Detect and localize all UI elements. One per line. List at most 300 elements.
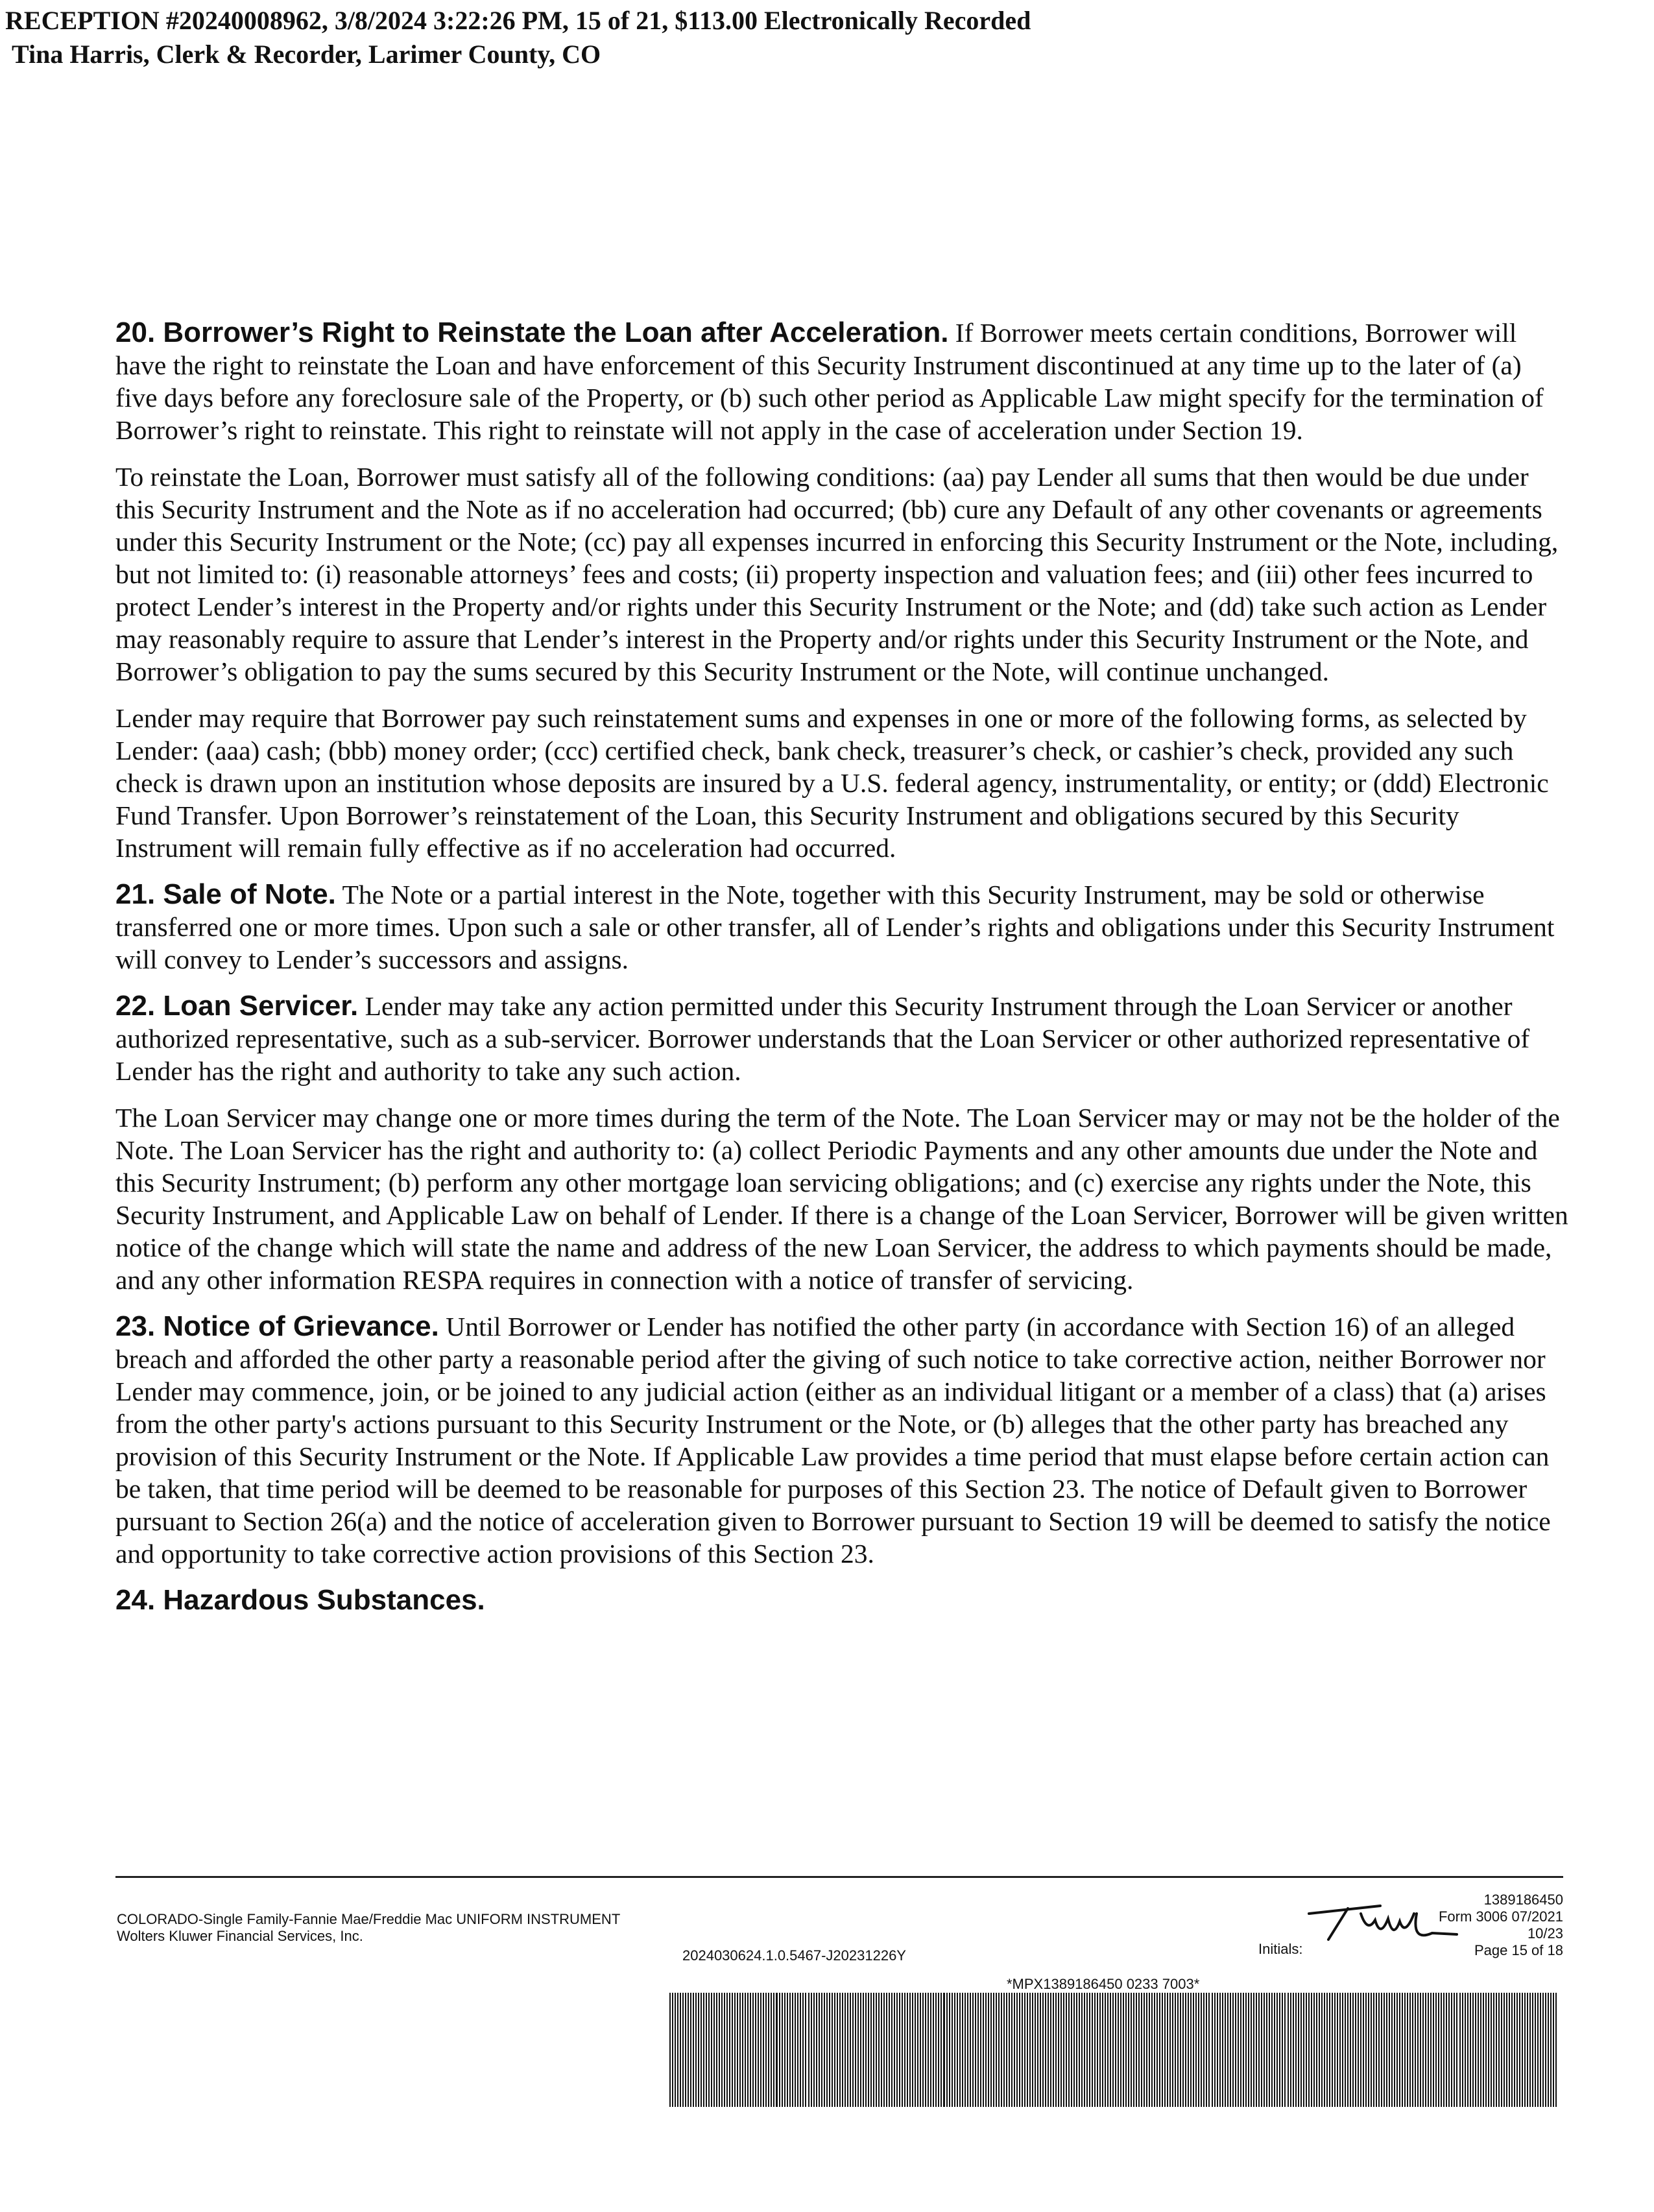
barcode-bar — [1269, 1993, 1270, 2107]
barcode-bar — [1076, 1993, 1077, 2107]
barcode-bar — [1446, 1993, 1447, 2107]
barcode-bar — [688, 1993, 689, 2107]
barcode-bar — [1402, 1993, 1403, 2107]
barcode-bar — [816, 1993, 817, 2107]
barcode-bar — [852, 1993, 854, 2107]
barcode-bar — [925, 1993, 926, 2107]
barcode-bar — [685, 1993, 686, 2107]
section-22-text-1: Lender may take any action permitted under this Security Instrument through the Loan Servicer or another authorized representative, such as a sub-servicer. Borrower understands that the Loan Servicer or other authorized representative of Lender has the right and authority to take any such action. — [115, 991, 1530, 1086]
document-body — [115, 317, 1568, 1617]
barcode-bar — [1337, 1993, 1338, 2107]
section-22-para-1 — [115, 990, 1568, 1087]
barcode-bar — [1258, 1993, 1260, 2107]
section-22-heading: 22. Loan Servicer. — [115, 990, 359, 1022]
barcode-bar — [912, 1993, 913, 2107]
barcode-bar — [669, 1993, 671, 2107]
section-20-para-1 — [115, 317, 1568, 446]
barcode-bar — [868, 1993, 869, 2107]
barcode-bar — [1214, 1993, 1216, 2107]
barcode-bar — [811, 1993, 812, 2107]
section-20-heading: 20. Borrower’s Right to Reinstate the Loan after Acceleration. — [115, 317, 949, 348]
barcode-bar — [1342, 1993, 1343, 2107]
barcode-bar — [713, 1993, 715, 2107]
barcode-bar — [1115, 1993, 1116, 2107]
page-number: Page 15 of 18 — [1474, 1942, 1563, 1958]
barcode-bar — [1177, 1993, 1179, 2107]
barcode-bar — [1016, 1993, 1018, 2107]
barcode-bar — [1219, 1993, 1221, 2107]
barcode-bar — [1274, 1993, 1275, 2107]
barcode — [669, 1993, 1563, 2107]
barcode-bar — [1420, 1993, 1421, 2107]
barcode-bar — [1303, 1993, 1304, 2107]
barcode-bar — [701, 1993, 702, 2107]
barcode-bar — [907, 1993, 908, 2107]
barcode-bar — [1045, 1993, 1046, 2107]
barcode-bar — [1240, 1993, 1241, 2107]
barcode-bar — [1428, 1993, 1429, 2107]
barcode-bar — [938, 1993, 939, 2107]
barcode-bar — [1371, 1993, 1372, 2107]
barcode-bar — [1208, 1993, 1210, 2107]
barcode-bar — [1433, 1993, 1434, 2107]
barcode-bar — [680, 1993, 681, 2107]
barcode-bar — [1363, 1993, 1364, 2107]
barcode-bar — [842, 1993, 843, 2107]
barcode-bar — [915, 1993, 916, 2107]
barcode-bar — [1159, 1993, 1160, 2107]
barcode-bar — [904, 1993, 905, 2107]
barcode-bar — [1485, 1993, 1487, 2107]
barcode-bar — [1001, 1993, 1002, 2107]
barcode-bar — [792, 1993, 793, 2107]
barcode-bar — [990, 1993, 992, 2107]
barcode-bar — [771, 1993, 772, 2107]
barcode-bar — [894, 1993, 895, 2107]
barcode-bar — [962, 1993, 963, 2107]
barcode-bar — [1066, 1993, 1067, 2107]
barcode-bar — [1128, 1993, 1129, 2107]
barcode-bar — [1284, 1993, 1286, 2107]
barcode-bar — [1195, 1993, 1197, 2107]
barcode-bar — [935, 1993, 937, 2107]
barcode-bar — [1409, 1993, 1411, 2107]
barcode-bar — [1306, 1993, 1307, 2107]
barcode-bar — [1162, 1993, 1163, 2107]
section-20-para-2: To reinstate the Loan, Borrower must satisfy all of the following conditions: (aa) pay Lender all sums that then would be due under this Security Instrument and the Note as if no acceleration had occurred; (bb) cure any Default of any other covenants or agreements under this Security Instrument or the Note; (cc) pay all expenses incurred in enforcing this Security Instrument or the Note, including, but not limited to: (i) reasonable attorneys’ fees and costs; (ii) property inspection and valuation fees; and (iii) other fees incurred to protect Lender’s interest in the Property and/or rights under this Security Instrument or the Note; and (dd) take such action as Lender may reasonably require to assure that Lender’s interest in the Property and/or rights under this Security Instrument or the Note, and Borrower’s obligation to pay the sums secured by this Security Instrument or the Note, will continue unchanged. — [115, 462, 1559, 686]
barcode-bar — [1339, 1993, 1341, 2107]
barcode-bar — [675, 1993, 676, 2107]
barcode-bar — [933, 1993, 934, 2107]
barcode-bar — [1506, 1993, 1507, 2107]
barcode-bar — [967, 1993, 968, 2107]
barcode-bar — [941, 1993, 942, 2107]
barcode-bar — [787, 1993, 788, 2107]
barcode-bar — [996, 1993, 997, 2107]
barcode-bar — [747, 1993, 749, 2107]
barcode-bar — [1097, 1993, 1098, 2107]
barcode-bar — [873, 1993, 874, 2107]
barcode-bar — [1470, 1993, 1471, 2107]
barcode-bar — [1451, 1993, 1452, 2107]
barcode-bar — [946, 1993, 948, 2107]
barcode-bar — [776, 1993, 778, 2107]
barcode-bar — [795, 1993, 796, 2107]
barcode-bar — [1368, 1993, 1369, 2107]
barcode-bar — [1081, 1993, 1083, 2107]
barcode-bar — [1545, 1993, 1546, 2107]
barcode-bar — [708, 1993, 710, 2107]
form-title: COLORADO-Single Family-Fannie Mae/Freddie Mac UNIFORM INSTRUMENT — [117, 1911, 621, 1927]
barcode-bar — [993, 1993, 994, 2107]
barcode-bar — [1107, 1993, 1109, 2107]
barcode-bar — [949, 1993, 950, 2107]
barcode-bar — [1529, 1993, 1531, 2107]
barcode-bar — [876, 1993, 877, 2107]
barcode-bar — [682, 1993, 684, 2107]
barcode-bar — [1553, 1993, 1554, 2107]
barcode-bar — [1293, 1993, 1294, 2107]
barcode-bar — [886, 1993, 887, 2107]
barcode-bar — [1435, 1993, 1437, 2107]
barcode-bar — [1347, 1993, 1348, 2107]
barcode-bar — [1172, 1993, 1173, 2107]
barcode-bar — [1198, 1993, 1199, 2107]
barcode-bar — [1167, 1993, 1168, 2107]
section-24-heading: 24. Hazardous Substances. — [115, 1584, 485, 1616]
clerk-line: Tina Harris, Clerk & Recorder, Larimer County, CO — [12, 40, 601, 69]
barcode-bar — [1298, 1993, 1299, 2107]
barcode-bar — [1532, 1993, 1533, 2107]
barcode-bar — [1042, 1993, 1044, 2107]
barcode-bar — [1144, 1993, 1145, 2107]
barcode-bar — [1058, 1993, 1059, 2107]
barcode-bar — [1360, 1993, 1361, 2107]
barcode-bar — [860, 1993, 861, 2107]
barcode-bar — [845, 1993, 846, 2107]
barcode-bar — [1443, 1993, 1444, 2107]
barcode-bar — [975, 1993, 976, 2107]
barcode-bar — [920, 1993, 921, 2107]
barcode-text: *MPX1389186450 0233 7003* — [1007, 1976, 1200, 1992]
barcode-bar — [1232, 1993, 1234, 2107]
form-number: Form 3006 07/2021 — [1438, 1908, 1563, 1925]
barcode-bar — [863, 1993, 864, 2107]
barcode-bar — [1141, 1993, 1142, 2107]
barcode-bar — [998, 1993, 1000, 2107]
section-21-para-1 — [115, 878, 1568, 976]
barcode-bar — [752, 1993, 754, 2107]
barcode-bar — [1430, 1993, 1432, 2107]
section-20-para-3: Lender may require that Borrower pay such reinstatement sums and expenses in one or more of the following forms, as selected by Lender: (aaa) cash; (bbb) money order; (ccc) certified check, bank check, treasurer’s check, or cashier’s check, provided any such check is drawn upon an institution whose deposits are insured by a U.S. federal agency, instrumentality, or entity; or (ddd) Electronic Fund Transfer. Upon Borrower’s reinstatement of the Loan, this Security Instrument and obligations secured by this Security Instrument will remain fully effective as if no acceleration had occurred. — [115, 703, 1549, 863]
barcode-bar — [930, 1993, 931, 2107]
barcode-bar — [1394, 1993, 1395, 2107]
barcode-bar — [1334, 1993, 1336, 2107]
barcode-bar — [1125, 1993, 1127, 2107]
barcode-bar — [1131, 1993, 1132, 2107]
barcode-bar — [1032, 1993, 1033, 2107]
barcode-bar — [1243, 1993, 1244, 2107]
recording-stamp — [5, 4, 1031, 71]
section-22-para-2: The Loan Servicer may change one or more times during the term of the Note. The Loan Servicer may or may not be the holder of the Note. The Loan Servicer has the right and authority to: (a) collect Periodic Payments and any other amounts due under the Note and this Security Instrument; (b) perform any other mortgage loan servicing obligations; and (c) exercise any rights under the Note, this Security Instrument, and Applicable Law on behalf of Lender. If there is a change of the Loan Servicer, Borrower will be given written notice of the change which will state the name and address of the new Loan Servicer, the address to which payments should be made, and any other information RESPA requires in connection with a notice of transfer of servicing. — [115, 1103, 1568, 1295]
barcode-bar — [1480, 1993, 1481, 2107]
barcode-bar — [706, 1993, 707, 2107]
section-21-text-1: The Note or a partial interest in the Note, together with this Security Instrument, may be sold or otherwise transferred one or more times. Upon such a sale or other transfer, all of Lender’s rights and obligations under this Security Instrument will convey to Lender’s successors and assigns. — [115, 880, 1555, 974]
barcode-bar — [1055, 1993, 1057, 2107]
barcode-bar — [850, 1993, 851, 2107]
barcode-bar — [1504, 1993, 1505, 2107]
footer-right — [1439, 1892, 1563, 1959]
barcode-bar — [1133, 1993, 1134, 2107]
barcode-bar — [1099, 1993, 1101, 2107]
barcode-bar — [1235, 1993, 1236, 2107]
barcode-bar — [896, 1993, 898, 2107]
recording-line: RECEPTION #20240008962, 3/8/2024 3:22:26 PM, 15 of 21, $113.00 Electronically Recorded — [5, 6, 1031, 35]
barcode-bar — [1389, 1993, 1390, 2107]
barcode-bar — [983, 1993, 984, 2107]
barcode-bar — [857, 1993, 859, 2107]
barcode-bar — [837, 1993, 838, 2107]
barcode-bar — [1311, 1993, 1312, 2107]
barcode-bar — [1422, 1993, 1424, 2107]
barcode-bar — [1089, 1993, 1090, 2107]
barcode-bar — [1399, 1993, 1400, 2107]
barcode-bar — [729, 1993, 730, 2107]
barcode-bar — [1222, 1993, 1223, 2107]
barcode-bar — [1498, 1993, 1500, 2107]
barcode-bar — [763, 1993, 764, 2107]
barcode-bar — [952, 1993, 953, 2107]
barcode-bar — [1112, 1993, 1114, 2107]
barcode-bar — [1509, 1993, 1510, 2107]
barcode-bar — [1391, 1993, 1393, 2107]
barcode-bar — [1061, 1993, 1062, 2107]
barcode-bar — [1053, 1993, 1054, 2107]
barcode-bar — [726, 1993, 728, 2107]
barcode-bar — [1352, 1993, 1354, 2107]
barcode-bar — [755, 1993, 756, 2107]
barcode-bar — [1384, 1993, 1385, 2107]
barcode-bar — [1006, 1993, 1007, 2107]
section-20-text-1: If Borrower meets certain conditions, Borrower will have the right to reinstate the Loan and have enforcement of this Security Instrument discontinued at any time up to the later of (a) five days before any foreclosure sale of the Property, or (b) such other period as Applicable Law might specify for the termination of Borrower’s right to reinstate. This right to reinstate will not apply in the case of acceleration under Section 19. — [115, 318, 1544, 445]
barcode-bar — [1537, 1993, 1539, 2107]
barcode-bar — [1454, 1993, 1455, 2107]
barcode-bar — [1149, 1993, 1150, 2107]
barcode-bar — [695, 1993, 697, 2107]
barcode-bar — [784, 1993, 785, 2107]
barcode-bar — [1271, 1993, 1273, 2107]
barcode-bar — [1185, 1993, 1186, 2107]
barcode-bar — [693, 1993, 694, 2107]
barcode-bar — [1154, 1993, 1155, 2107]
barcode-bar — [1376, 1993, 1377, 2107]
barcode-bar — [802, 1993, 804, 2107]
barcode-bar — [1332, 1993, 1333, 2107]
footer-left — [117, 1911, 620, 1945]
barcode-bar — [1316, 1993, 1317, 2107]
barcode-bar — [1467, 1993, 1468, 2107]
barcode-bar — [980, 1993, 981, 2107]
barcode-bar — [1261, 1993, 1262, 2107]
barcode-bar — [1313, 1993, 1315, 2107]
barcode-bar — [922, 1993, 924, 2107]
barcode-bar — [1396, 1993, 1398, 2107]
barcode-bar — [1540, 1993, 1541, 2107]
barcode-bar — [703, 1993, 704, 2107]
barcode-bar — [1462, 1993, 1463, 2107]
barcode-bar — [1201, 1993, 1202, 2107]
barcode-bar — [1094, 1993, 1096, 2107]
barcode-bar — [1496, 1993, 1497, 2107]
barcode-bar — [1118, 1993, 1119, 2107]
barcode-bar — [826, 1993, 828, 2107]
barcode-bar — [765, 1993, 767, 2107]
barcode-bar — [928, 1993, 929, 2107]
barcode-bar — [1483, 1993, 1484, 2107]
barcode-bar — [839, 1993, 841, 2107]
barcode-bar — [1011, 1993, 1013, 2107]
barcode-bar — [1073, 1993, 1075, 2107]
barcode-bar — [1417, 1993, 1419, 2107]
barcode-bar — [797, 1993, 798, 2107]
barcode-bar — [1365, 1993, 1367, 2107]
barcode-bar — [1251, 1993, 1252, 2107]
barcode-bar — [1465, 1993, 1466, 2107]
barcode-bar — [970, 1993, 971, 2107]
barcode-bar — [1478, 1993, 1479, 2107]
barcode-bar — [1063, 1993, 1064, 2107]
barcode-bar — [821, 1993, 822, 2107]
barcode-bar — [889, 1993, 890, 2107]
barcode-bar — [1238, 1993, 1239, 2107]
barcode-bar — [1123, 1993, 1124, 2107]
barcode-bar — [1188, 1993, 1189, 2107]
barcode-bar — [745, 1993, 746, 2107]
barcode-bar — [1373, 1993, 1374, 2107]
barcode-bar — [824, 1993, 825, 2107]
barcode-bar — [1527, 1993, 1528, 2107]
barcode-bar — [1326, 1993, 1328, 2107]
barcode-bar — [1459, 1993, 1461, 2107]
barcode-bar — [1245, 1993, 1247, 2107]
barcode-bar — [805, 1993, 806, 2107]
barcode-bar — [1535, 1993, 1536, 2107]
barcode-bar — [1456, 1993, 1457, 2107]
barcode-bar — [1227, 1993, 1229, 2107]
barcode-bar — [1290, 1993, 1291, 2107]
publisher: Wolters Kluwer Financial Services, Inc. — [117, 1928, 363, 1944]
section-23-heading: 23. Notice of Grievance. — [115, 1310, 439, 1342]
barcode-bar — [1217, 1993, 1218, 2107]
barcode-bar — [1037, 1993, 1038, 2107]
barcode-bar — [750, 1993, 751, 2107]
barcode-bar — [1248, 1993, 1249, 2107]
barcode-bar — [724, 1993, 725, 2107]
barcode-bar — [1519, 1993, 1520, 2107]
barcode-bar — [737, 1993, 738, 2107]
barcode-bar — [878, 1993, 880, 2107]
section-23-text-1: Until Borrower or Lender has notified the other party (in accordance with Section 16) of an alleged breach and afforded the other party a reasonable period after the giving of such notice to take corrective action, neither Borrower nor Lender may commence, join, or be joined to any judicial action (either as an individual litigant or a member of a class) that (a) arises from the other party's actions pursuant to this Security Instrument or the Note, or (b) alleges that the other party has breached any provision of this Security Instrument or the Note. If Applicable Law provides a time period that must elapse before certain action can be taken, that time period will be deemed to be reasonable for purposes of this Section 23. The notice of Default given to Borrower pursuant to Section 26(a) and the notice of acceleration given to Borrower pursuant to Section 19 will be deemed to satisfy the notice and opportunity to take corrective action provisions of this Section 23. — [115, 1312, 1551, 1569]
barcode-bar — [1511, 1993, 1513, 2107]
barcode-bar — [847, 1993, 848, 2107]
barcode-bar — [779, 1993, 780, 2107]
barcode-bar — [1308, 1993, 1310, 2107]
barcode-bar — [881, 1993, 882, 2107]
barcode-bar — [1475, 1993, 1476, 2107]
barcode-bar — [1169, 1993, 1171, 2107]
barcode-bar — [834, 1993, 835, 2107]
barcode-bar — [1003, 1993, 1005, 2107]
section-23-para-1 — [115, 1310, 1568, 1570]
barcode-bar — [1138, 1993, 1140, 2107]
barcode-bar — [1212, 1993, 1213, 2107]
barcode-bar — [1514, 1993, 1515, 2107]
barcode-bar — [1092, 1993, 1093, 2107]
barcode-bar — [1548, 1993, 1549, 2107]
barcode-bar — [1086, 1993, 1088, 2107]
barcode-bar — [1404, 1993, 1406, 2107]
barcode-bar — [732, 1993, 733, 2107]
barcode-bar — [1157, 1993, 1158, 2107]
barcode-bar — [716, 1993, 717, 2107]
barcode-bar — [902, 1993, 903, 2107]
barcode-bar — [819, 1993, 820, 2107]
barcode-bar — [742, 1993, 743, 2107]
barcode-bar — [865, 1993, 867, 2107]
barcode-bar — [800, 1993, 801, 2107]
barcode-bar — [1350, 1993, 1351, 2107]
barcode-bar — [1329, 1993, 1330, 2107]
barcode-bar — [917, 1993, 918, 2107]
barcode-bar — [1493, 1993, 1494, 2107]
barcode-bar — [1027, 1993, 1028, 2107]
barcode-bar — [1050, 1993, 1051, 2107]
loan-number: 1389186450 — [1483, 1892, 1563, 1908]
barcode-bar — [721, 1993, 723, 2107]
barcode-bar — [891, 1993, 893, 2107]
barcode-bar — [1355, 1993, 1356, 2107]
barcode-bar — [719, 1993, 720, 2107]
barcode-bar — [1264, 1993, 1265, 2107]
barcode-bar — [789, 1993, 791, 2107]
barcode-bar — [1516, 1993, 1518, 2107]
barcode-bar — [1164, 1993, 1166, 2107]
barcode-bar — [1035, 1993, 1036, 2107]
barcode-bar — [1110, 1993, 1111, 2107]
barcode-bar — [1040, 1993, 1041, 2107]
barcode-bar — [734, 1993, 736, 2107]
barcode-bar — [1276, 1993, 1278, 2107]
barcode-bar — [1381, 1993, 1382, 2107]
barcode-bar — [1193, 1993, 1194, 2107]
barcode-bar — [1295, 1993, 1297, 2107]
barcode-bar — [677, 1993, 678, 2107]
barcode-bar — [1542, 1993, 1544, 2107]
barcode-bar — [1225, 1993, 1226, 2107]
barcode-bar — [739, 1993, 741, 2107]
footer-divider — [115, 1876, 1563, 1878]
barcode-bar — [1024, 1993, 1025, 2107]
barcode-bar — [870, 1993, 872, 2107]
barcode-bar — [1491, 1993, 1492, 2107]
barcode-bar — [1029, 1993, 1031, 2107]
barcode-bar — [972, 1993, 974, 2107]
barcode-bar — [985, 1993, 987, 2107]
barcode-bar — [855, 1993, 856, 2107]
barcode-bar — [1180, 1993, 1181, 2107]
barcode-bar — [832, 1993, 833, 2107]
barcode-bar — [1488, 1993, 1489, 2107]
